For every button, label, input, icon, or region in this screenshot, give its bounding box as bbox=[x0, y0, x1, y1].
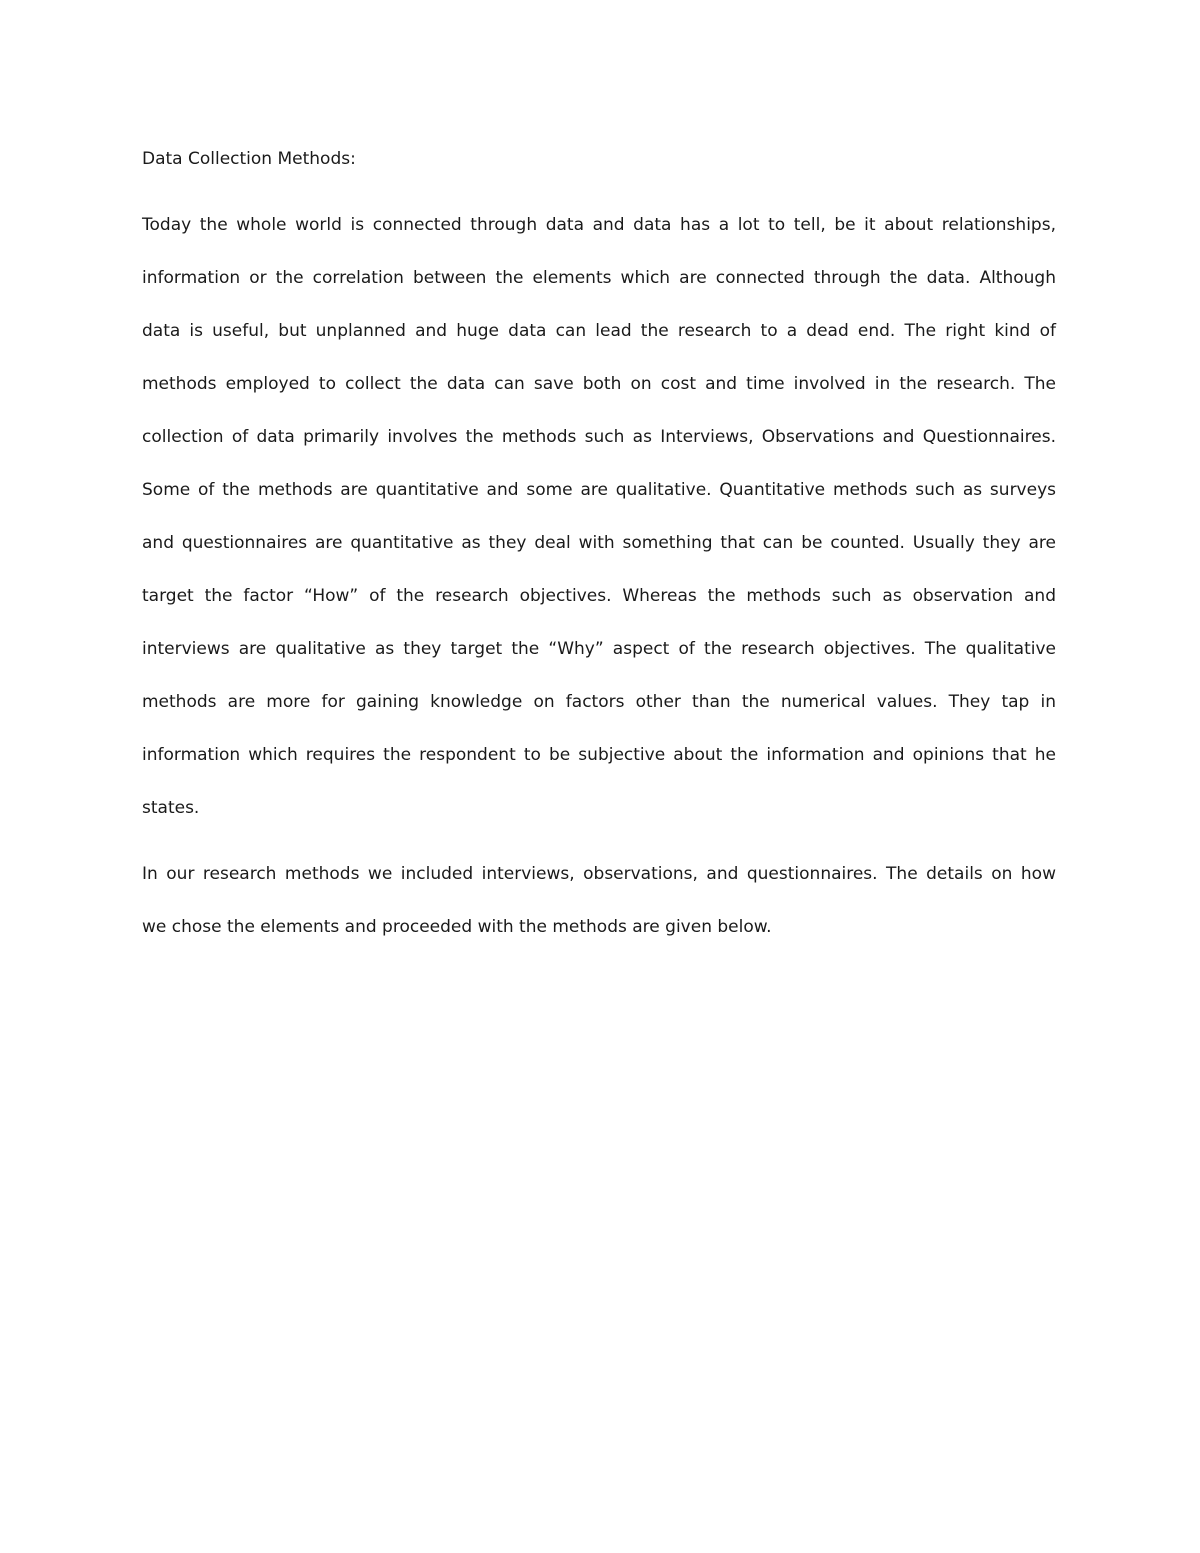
text-line: methods employed to collect the data can save both on cost and time involved in the research. The bbox=[142, 374, 1056, 394]
text-line: we chose the elements and proceeded with the methods are given below. bbox=[142, 917, 772, 937]
text-line: and questionnaires are quantitative as they deal with something that can be counted. Usually they are bbox=[142, 533, 1056, 553]
text-line: data is useful, but unplanned and huge data can lead the research to a dead end. The right kind of bbox=[142, 321, 1056, 341]
paragraph-methods bbox=[142, 848, 1056, 954]
text-line: target the factor “How” of the research objectives. Whereas the methods such as observation and bbox=[142, 586, 1056, 606]
text-line: states. bbox=[142, 798, 200, 818]
text-line: Today the whole world is connected through data and data has a lot to tell, be it about relationships, bbox=[142, 215, 1056, 235]
text-line: collection of data primarily involves the methods such as Interviews, Observations and Questionnaires. bbox=[142, 427, 1056, 447]
text-line: information or the correlation between the elements which are connected through the data. Although bbox=[142, 268, 1056, 288]
text-line: Some of the methods are quantitative and some are qualitative. Quantitative methods such as surveys bbox=[142, 480, 1056, 500]
text-line: interviews are qualitative as they target the “Why” aspect of the research objectives. The qualitative bbox=[142, 639, 1056, 659]
page-title: Data Collection Methods: bbox=[142, 149, 356, 169]
document-body bbox=[142, 140, 1056, 954]
paragraph-intro bbox=[142, 199, 1056, 835]
text-line: In our research methods we included interviews, observations, and questionnaires. The details on how bbox=[142, 864, 1056, 884]
text-line: methods are more for gaining knowledge on factors other than the numerical values. They tap in bbox=[142, 692, 1056, 712]
text-line: information which requires the respondent to be subjective about the information and opinions that he bbox=[142, 745, 1056, 765]
